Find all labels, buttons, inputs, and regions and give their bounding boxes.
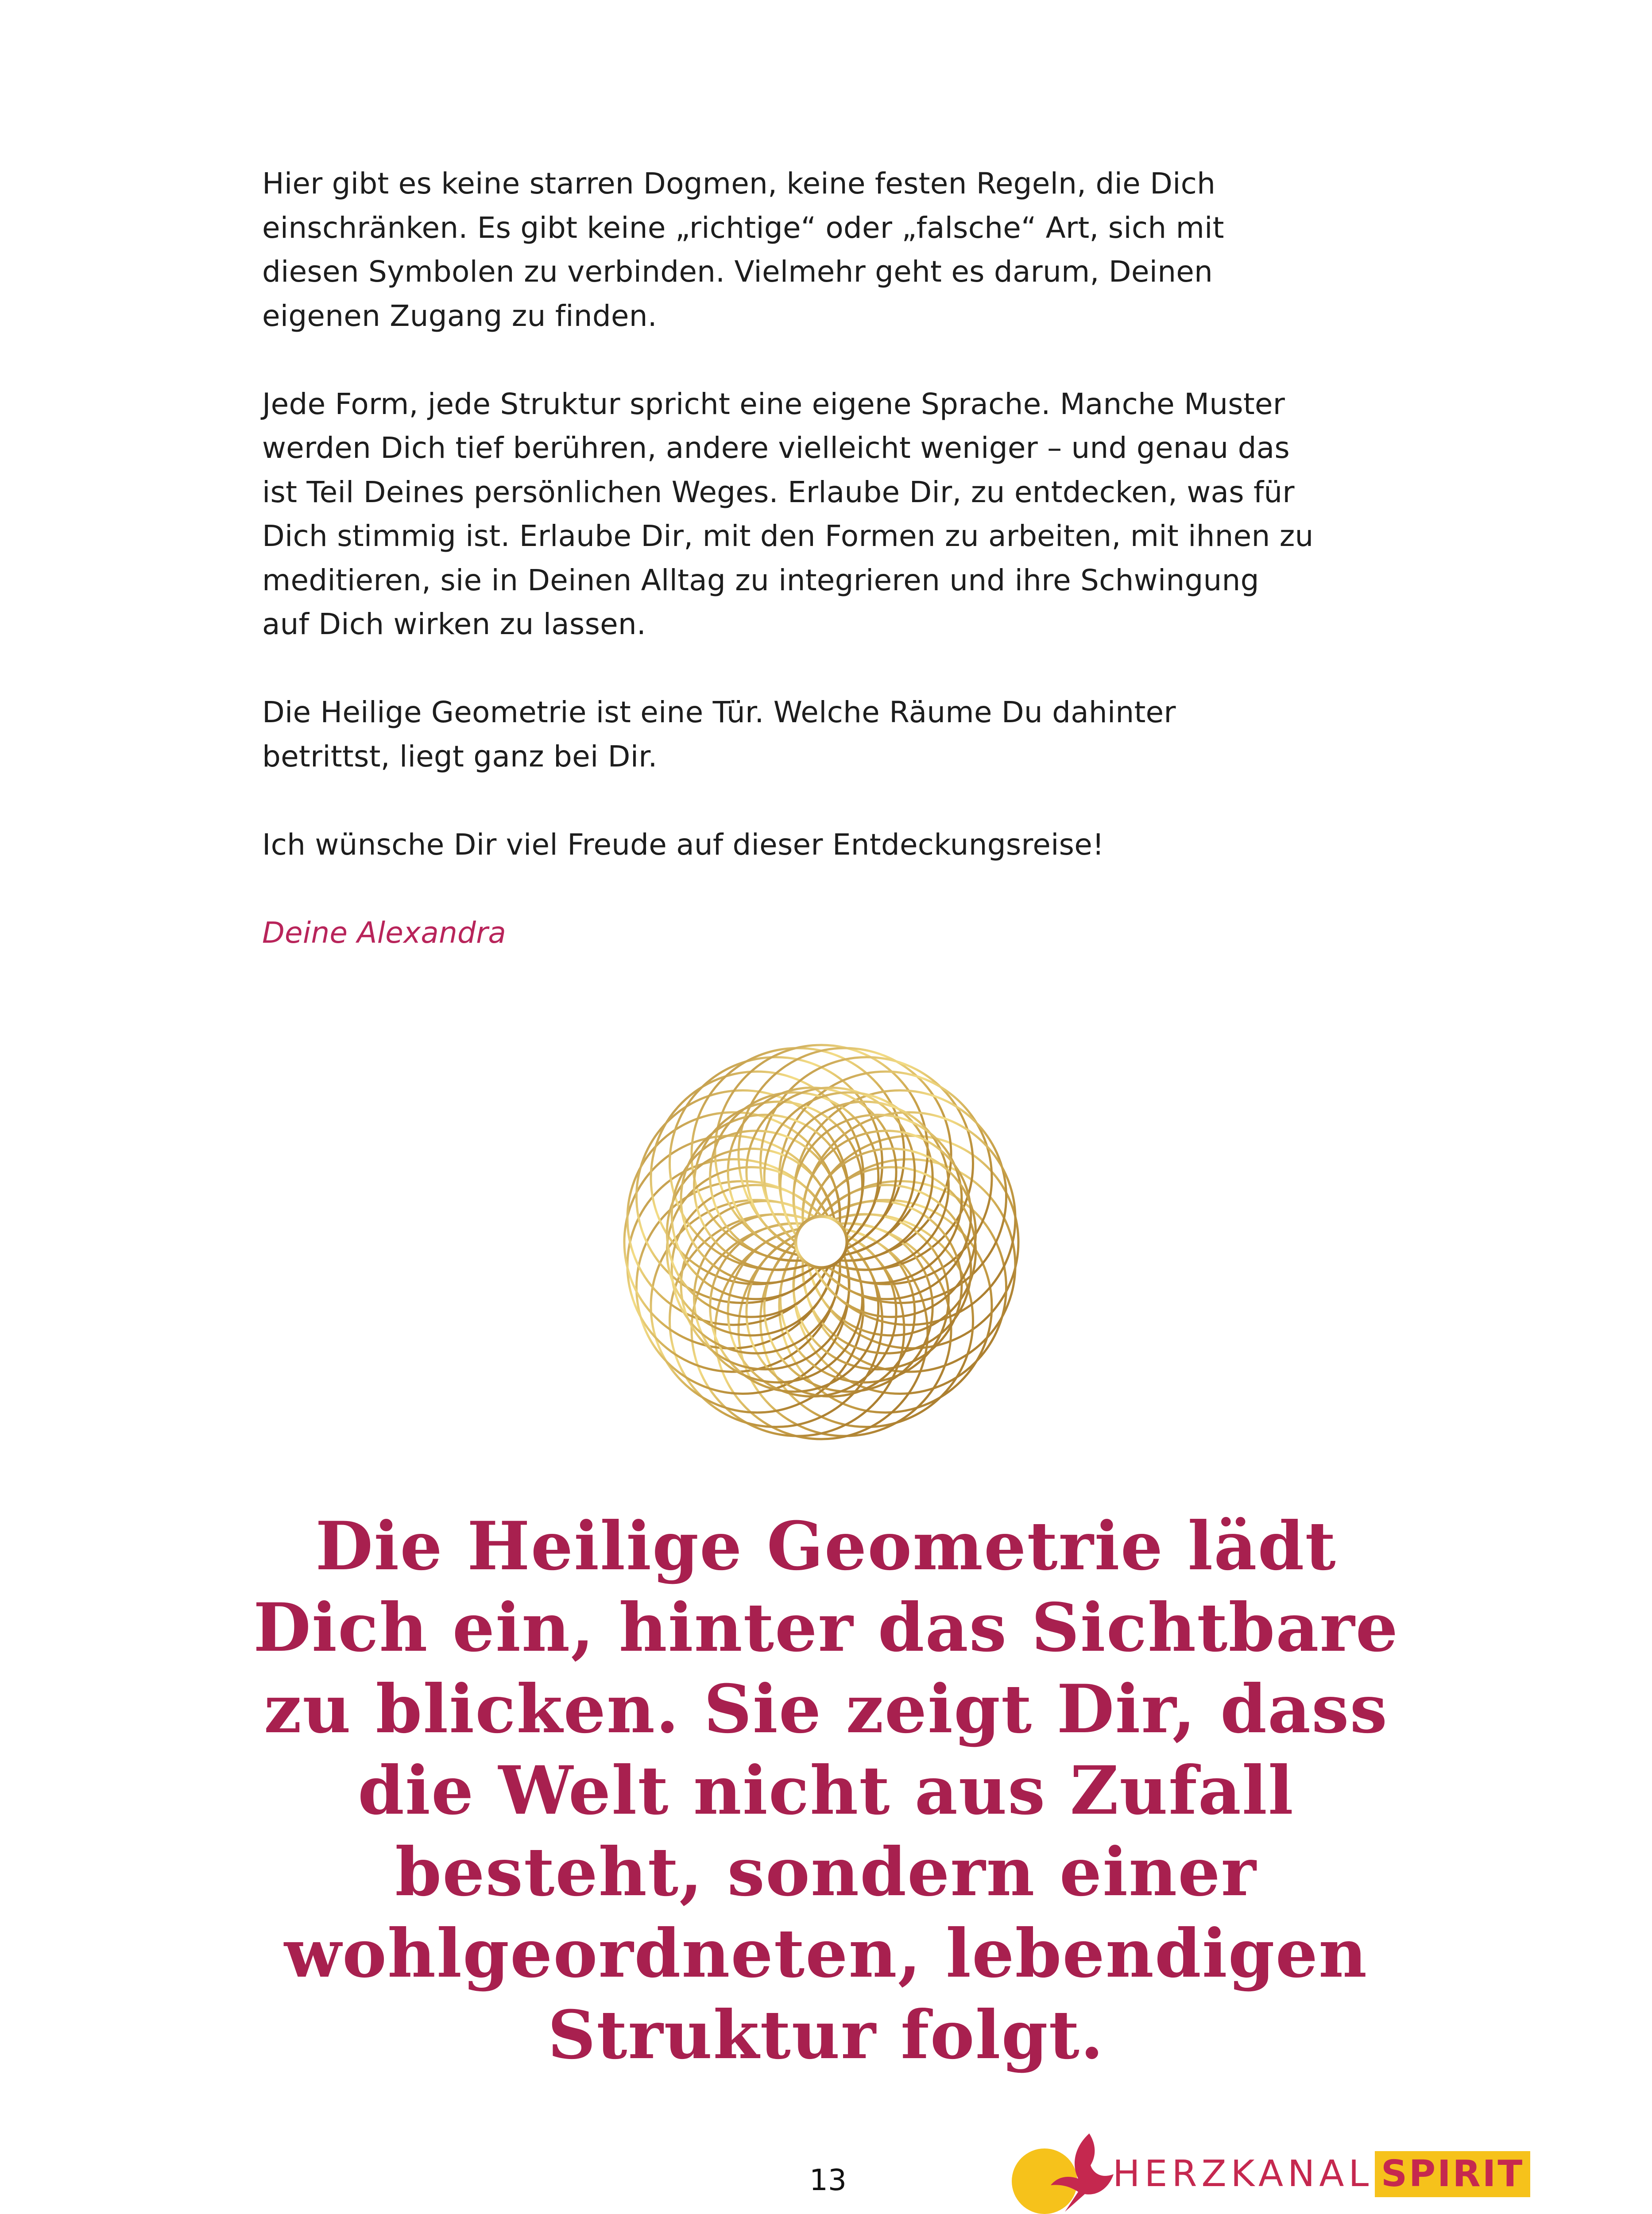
- logo-wordmark: HERZKANAL: [1113, 2153, 1373, 2195]
- logo-highlight: SPIRIT: [1375, 2151, 1530, 2197]
- page-number: 13: [809, 2163, 847, 2197]
- signature: Deine Alexandra: [262, 915, 507, 950]
- paragraph-1: Hier gibt es keine starren Dogmen, keine festen Regeln, die Dich einschränken. Es gibt keine „richtige“ oder „falsche“ Art, sich mit diesen Symbolen zu verbinden. Vielmehr geht es darum, Deinen eigenen Zugang zu finden.: [262, 166, 1224, 333]
- pull-quote: Die Heilige Geometrie lädt Dich ein, hinter das Sichtbare zu blicken. Sie zeigt Dir, dass die Welt nicht aus Zufall besteht, sondern einer wohlgeordneten, lebendigen Struktur folgt.: [253, 1507, 1399, 2074]
- paragraph-2: Jede Form, jede Struktur spricht eine eigene Sprache. Manche Muster werden Dich tief berühren, andere vielleicht weniger – und genau das ist Teil Deines persönlichen Weges. Erlaube Dir, zu entdecken, was für Dich stimmig ist. Erlaube Dir, mit den Formen zu arbeiten, mit ihnen zu meditieren, sie in Deinen Alltag zu integrieren und ihre Schwingung auf Dich wirken zu lassen.: [262, 387, 1314, 641]
- golden-flower-of-life-rosette-icon: [611, 1032, 1032, 1452]
- paragraph-3: Die Heilige Geometrie ist eine Tür. Welche Räume Du dahinter betrittst, liegt ganz bei Dir.: [262, 695, 1176, 774]
- paragraph-4: Ich wünsche Dir viel Freude auf dieser Entdeckungsreise!: [262, 827, 1104, 862]
- emblem-center-ring: [796, 1216, 847, 1268]
- brand-logo: [1012, 2125, 1524, 2214]
- bird-icon: [1047, 2130, 1122, 2214]
- body-text: [262, 162, 1422, 955]
